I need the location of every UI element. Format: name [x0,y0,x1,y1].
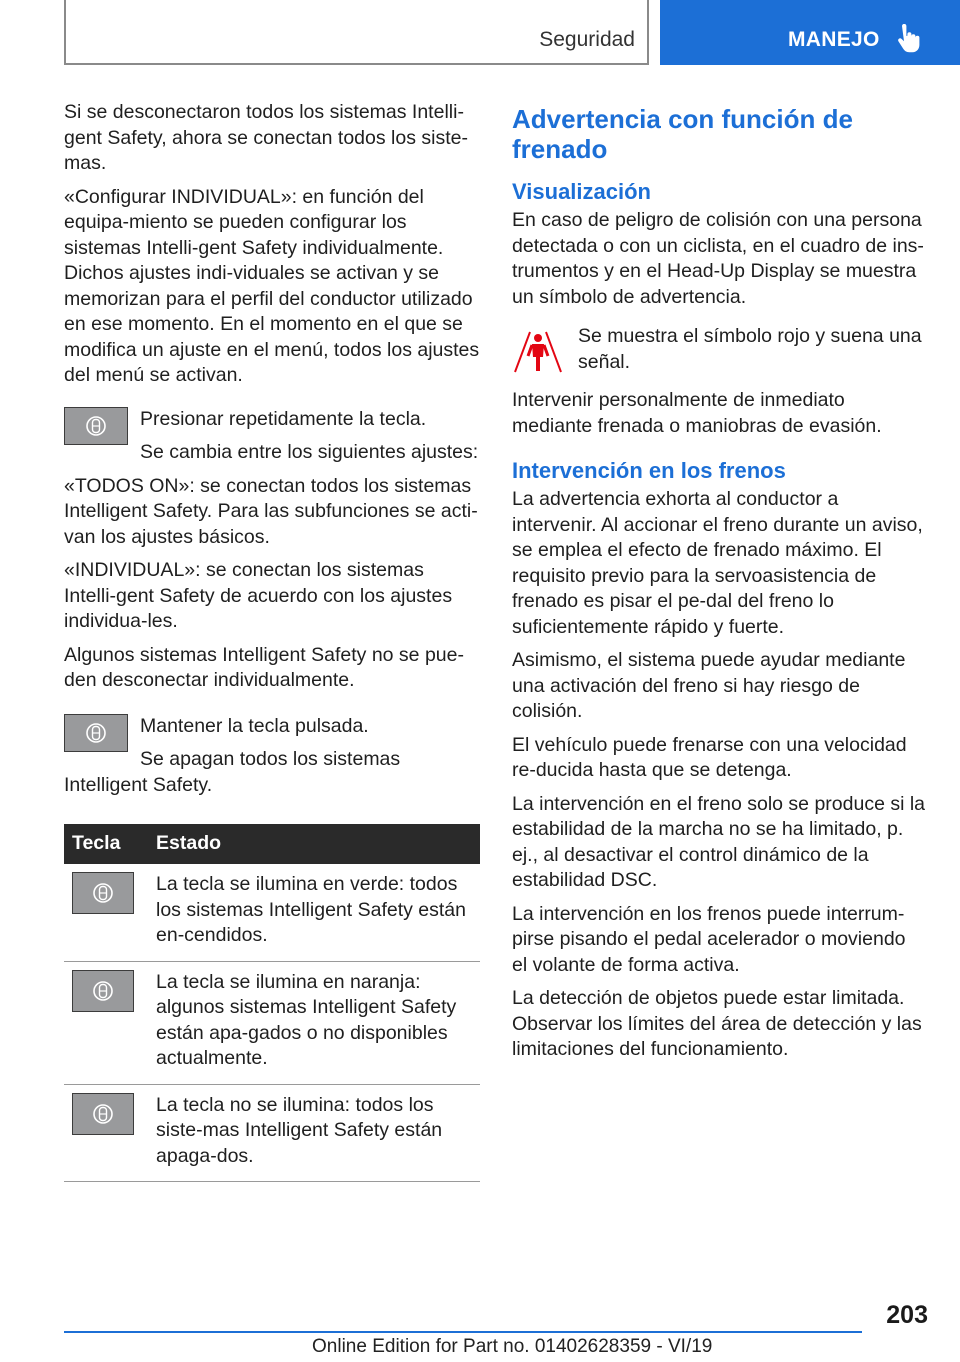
intelligent-safety-icon [85,415,107,437]
key-instruction-hold [64,714,480,799]
header-chapter-tab[interactable] [660,0,960,65]
warning-text: Se muestra el símbolo rojo y suena una señal. [578,325,922,373]
column-header-key: Tecla [64,824,148,864]
key-instruction-press [64,407,480,466]
subsection-heading: Intervención en los frenos [512,458,786,483]
section-title: Seguridad [539,28,635,51]
table-cell-key [64,1084,148,1182]
table-header-row [64,824,480,864]
intelligent-safety-button[interactable] [72,1093,134,1135]
status-table-container [64,824,480,1182]
intelligent-safety-button[interactable] [64,714,128,752]
page-number: 203 [886,1301,928,1329]
hand-pointer-icon [896,24,922,54]
warning-symbol-block [512,324,926,376]
intelligent-safety-button[interactable] [72,970,134,1012]
paragraph: «Configurar INDIVIDUAL»: en función del equipa-miento se pueden configurar los sistemas Intelli-gent Safety individualmente. Dichos ajustes indi-viduales se activan y se memorizan para el perfil del conductor utilizado en ese momento. En el momento en el que se modifica un ajuste en el menú, todos los ajustes del menú se activan. [64,185,480,386]
key-instruction-text: Presionar repetidamente la tecla. [140,407,427,430]
paragraph: «INDIVIDUAL»: se conectan los sistemas Intelli-gent Safety de acuerdo con los ajustes individua-les. [64,559,453,632]
chapter-title: MANEJO [788,28,880,51]
table-row [64,1084,480,1182]
paragraph: La detección de objetos puede estar limitada. Observar los límites del área de detección y las limitaciones del funcionamiento. [512,987,922,1060]
key-instruction-text: Se cambia entre los siguientes ajustes: [140,441,479,463]
table-cell-status: La tecla se ilumina en naranja: algunos sistemas Intelligent Safety están apa-gados o no disponibles actualmente. [148,961,480,1084]
table-cell-status: La tecla no se ilumina: todos los siste-mas Intelligent Safety están apaga-dos. [148,1084,480,1182]
section-heading: Advertencia con función de frenado [512,104,853,164]
intelligent-safety-icon [92,1103,114,1125]
intelligent-safety-icon [85,722,107,744]
table-cell-status: La tecla se ilumina en verde: todos los sistemas Intelligent Safety están en-cendidos. [148,864,480,961]
status-table [64,824,480,1182]
subsection-heading: Visualización [512,179,651,204]
paragraph: Asimismo, el sistema puede ayudar mediante una activación del freno si hay riesgo de colisión. [512,649,906,722]
column-header-status: Estado [148,824,480,864]
paragraph: «TODOS ON»: se conectan todos los sistemas Intelligent Safety. Para las subfunciones se acti-van los ajustes básicos. [64,474,478,548]
intelligent-safety-button[interactable] [64,407,128,445]
key-instruction-text: Mantener la tecla pulsada. [140,714,369,737]
paragraph: La intervención en los frenos puede interrum-pirse pisando el pedal acelerador o moviendo el volante de forma activa. [512,902,906,976]
pedestrian-warning-icon [512,328,564,374]
table-row [64,864,480,961]
paragraph: Intervenir personalmente de inmediato mediante frenada o maniobras de evasión. [512,389,882,437]
table-row [64,961,480,1084]
intelligent-safety-button[interactable] [72,872,134,914]
paragraph: La intervención en el freno solo se produce si la estabilidad de la marcha no se ha limitado, p. ej., al desactivar el control dinámico de la estabilidad DSC. [512,792,926,891]
intelligent-safety-icon [92,882,114,904]
paragraph: La advertencia exhorta al conductor a intervenir. Al accionar el freno durante un aviso, se emplea el efecto de frenado máximo. El requisito previo para la servoasistencia de frenado es pisar el pe-dal del freno lo suficientemente rápido y fuerte. [512,488,923,638]
left-column [64,100,480,1182]
key-instruction-text: Se apagan todos los sistemas Intelligent Safety. [64,748,401,796]
edition-note: Online Edition for Part no. 01402628359 - VI/19 [312,1336,713,1357]
paragraph: En caso de peligro de colisión con una persona detectada o con un ciclista, en el cuadro de ins-trumentos y en el Head-Up Display se muestra un símbolo de advertencia. [512,209,924,308]
right-column [512,100,926,1071]
footer-divider [64,1331,862,1333]
intelligent-safety-icon [92,980,114,1002]
table-cell-key [64,864,148,961]
paragraph: Algunos sistemas Intelligent Safety no se pue-den desconectar individualmente. [64,643,464,691]
paragraph: El vehículo puede frenarse con una velocidad re-ducida hasta que se detenga. [512,733,907,781]
paragraph: Si se desconectaron todos los sistemas Intelli-gent Safety, ahora se conectan todos los siste-mas. [64,101,468,174]
table-cell-key [64,961,148,1084]
header-section-box [64,0,649,65]
